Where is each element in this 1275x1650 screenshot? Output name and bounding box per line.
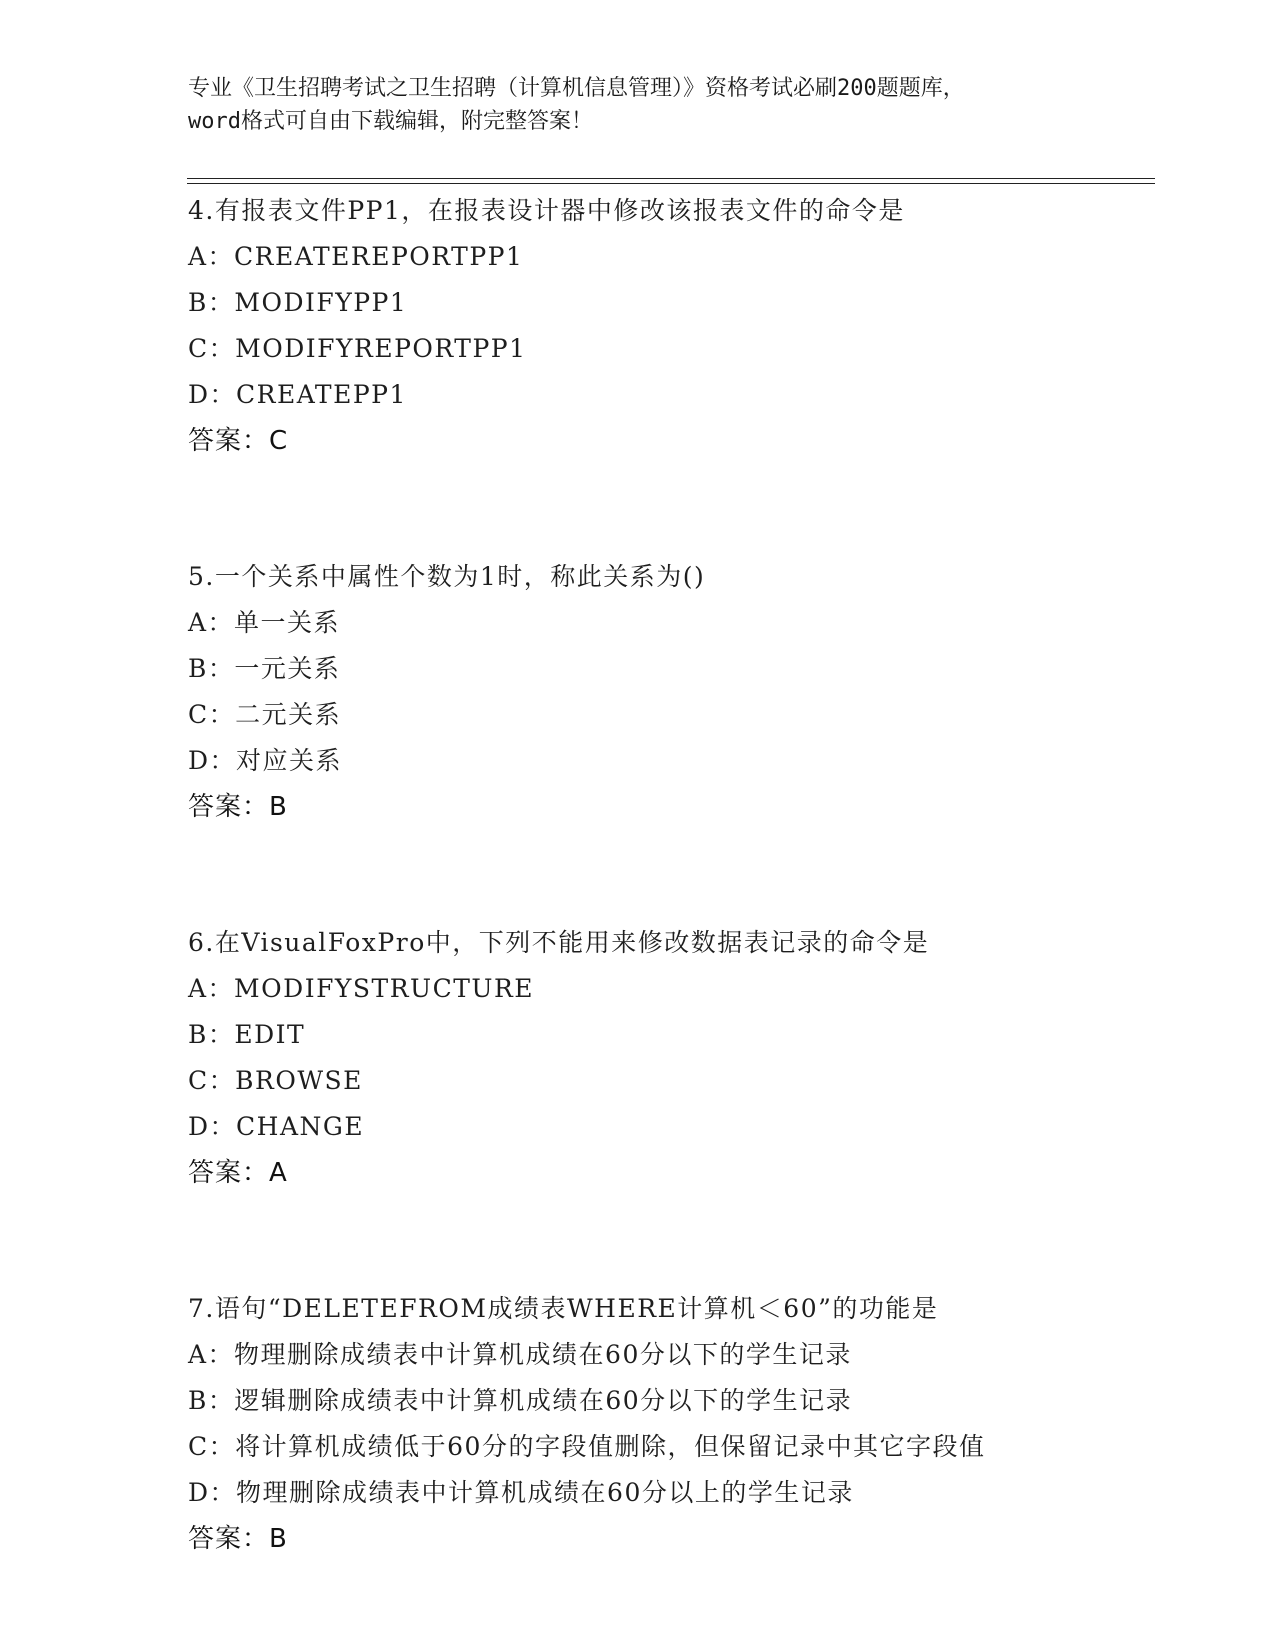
option-a: A：MODIFYSTRUCTURE bbox=[188, 974, 535, 1003]
question-4 bbox=[188, 188, 1148, 464]
question-stem: 5.一个关系中属性个数为1时，称此关系为() bbox=[188, 562, 706, 591]
option-a: A：单一关系 bbox=[188, 608, 341, 637]
question-spacer bbox=[188, 1196, 1148, 1286]
option-d: D：物理删除成绩表中计算机成绩在60分以上的学生记录 bbox=[188, 1478, 854, 1507]
header-subtitle-line: word格式可自由下载编辑，附完整答案！ bbox=[188, 109, 593, 134]
question-6 bbox=[188, 920, 1148, 1196]
question-spacer bbox=[188, 830, 1148, 920]
question-7 bbox=[188, 1286, 1148, 1562]
question-stem: 6.在VisualFoxPro中，下列不能用来修改数据表记录的命令是 bbox=[188, 928, 930, 957]
answer-line: 答案：C bbox=[188, 426, 289, 456]
question-list bbox=[188, 188, 1148, 1562]
option-d: D：CHANGE bbox=[188, 1112, 365, 1141]
option-d: D：CREATEPP1 bbox=[188, 380, 407, 409]
question-stem: 4.有报表文件PP1，在报表设计器中修改该报表文件的命令是 bbox=[188, 196, 905, 225]
answer-line: 答案：B bbox=[188, 792, 288, 822]
answer-line: 答案：A bbox=[188, 1158, 288, 1188]
document-header bbox=[188, 72, 1088, 138]
question-5 bbox=[188, 554, 1148, 830]
option-b: B：一元关系 bbox=[188, 654, 341, 683]
question-stem: 7.语句“DELETEFROM成绩表WHERE计算机＜60”的功能是 bbox=[188, 1294, 939, 1323]
option-c: C：BROWSE bbox=[188, 1066, 363, 1095]
option-a: A：物理删除成绩表中计算机成绩在60分以下的学生记录 bbox=[188, 1340, 852, 1369]
option-d: D：对应关系 bbox=[188, 746, 343, 775]
header-divider-bottom bbox=[187, 183, 1155, 184]
option-b: B：逻辑删除成绩表中计算机成绩在60分以下的学生记录 bbox=[188, 1386, 853, 1415]
option-c: C：MODIFYREPORTPP1 bbox=[188, 334, 527, 363]
option-c: C：二元关系 bbox=[188, 700, 342, 729]
question-spacer bbox=[188, 464, 1148, 554]
option-b: B：MODIFYPP1 bbox=[188, 288, 408, 317]
answer-line: 答案：B bbox=[188, 1524, 288, 1554]
option-a: A：CREATEREPORTPP1 bbox=[188, 242, 524, 271]
option-b: B：EDIT bbox=[188, 1020, 306, 1049]
header-divider-top bbox=[187, 178, 1155, 179]
header-title-line: 专业《卫生招聘考试之卫生招聘（计算机信息管理）》资格考试必刷200题题库， bbox=[188, 76, 965, 101]
option-c: C：将计算机成绩低于60分的字段值删除，但保留记录中其它字段值 bbox=[188, 1432, 986, 1461]
